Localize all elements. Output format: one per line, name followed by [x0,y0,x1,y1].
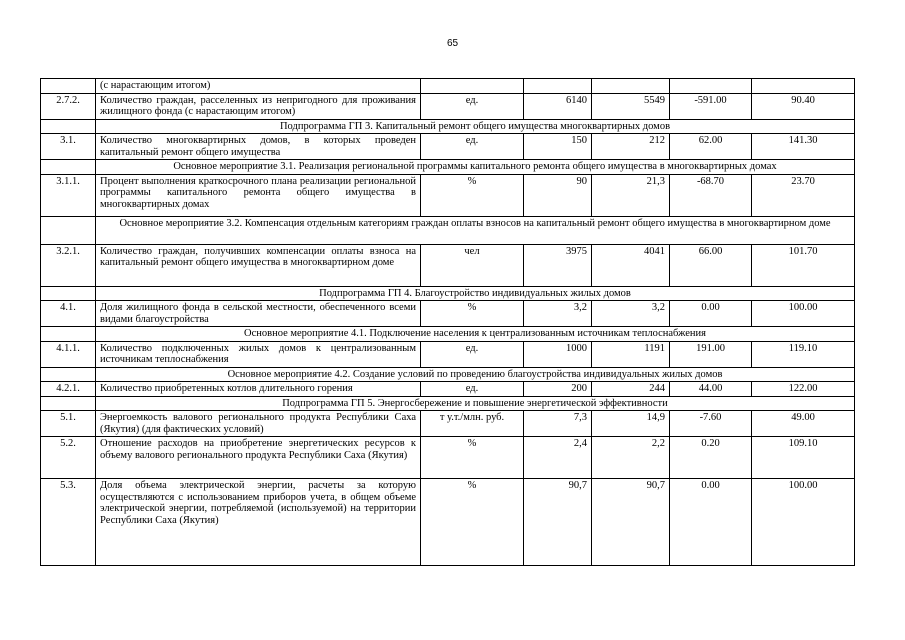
section-header-row [41,367,855,382]
plan-value: 150 [524,134,592,160]
indicator-name: Количество граждан, расселенных из непригодного для проживания жилищного фонда (с нарастающим итогом) [96,93,421,119]
empty-cell [41,119,96,134]
actual-value: 14,9 [592,411,670,437]
empty-cell [41,286,96,301]
plan-value: 90,7 [524,479,592,566]
unit-of-measure [421,79,524,94]
deviation-value: -7.60 [670,411,752,437]
plan-value [524,79,592,94]
plan-value: 1000 [524,341,592,367]
indicator-name: Количество подключенных жилых домов к централизованным источникам теплоснабжения [96,341,421,367]
unit-of-measure: % [421,174,524,216]
indicator-name: Количество граждан, получивших компенсации оплаты взноса на капитальный ремонт общего имущества в многоквартирном доме [96,244,421,286]
table-row [41,79,855,94]
indicator-number: 3.1.1. [41,174,96,216]
plan-value: 2,4 [524,437,592,479]
indicator-name: Доля жилищного фонда в сельской местности, обеспеченного всеми видами благоустройства [96,301,421,327]
indicator-name: Доля объема электрической энергии, расчеты за которую осуществляются с использованием приборов учета, в общем объеме электрической энергии, потребляемой (используемой) на территории Республики Саха (Якутия) [96,479,421,566]
deviation-value: -591.00 [670,93,752,119]
execution-percent: 90.40 [752,93,855,119]
unit-of-measure: ед. [421,134,524,160]
section-header-row [41,396,855,411]
deviation-value: 191.00 [670,341,752,367]
indicator-number: 3.1. [41,134,96,160]
page-number: 65 [446,38,459,49]
actual-value: 5549 [592,93,670,119]
section-title: Основное мероприятие 4.2. Создание условий по проведению благоустройства индивидуальных жилых домов [96,367,855,382]
section-header-row [41,327,855,342]
actual-value: 2,2 [592,437,670,479]
indicator-number: 4.1.1. [41,341,96,367]
indicator-number: 4.1. [41,301,96,327]
section-title: Основное мероприятие 4.1. Подключение населения к централизованным источникам теплоснабжения [96,327,855,342]
section-header-row [41,160,855,175]
section-title: Подпрограмма ГП 5. Энергосбережение и повышение энергетической эффективности [96,396,855,411]
unit-of-measure: ед. [421,341,524,367]
actual-value [592,79,670,94]
unit-of-measure: ед. [421,93,524,119]
plan-value: 3,2 [524,301,592,327]
indicators-table [40,78,855,566]
actual-value: 4041 [592,244,670,286]
actual-value: 3,2 [592,301,670,327]
execution-percent: 141.30 [752,134,855,160]
plan-value: 90 [524,174,592,216]
section-title: Основное мероприятие 3.1. Реализация региональной программы капитального ремонта общего имущества в многоквартирных домах [96,160,855,175]
actual-value: 1191 [592,341,670,367]
indicator-number: 5.3. [41,479,96,566]
indicator-name: Количество многоквартирных домов, в которых проведен капитальный ремонт общего имущества [96,134,421,160]
actual-value: 212 [592,134,670,160]
section-header-row [41,216,855,244]
section-header-row [41,286,855,301]
deviation-value: 66.00 [670,244,752,286]
section-header-row [41,119,855,134]
unit-of-measure: % [421,437,524,479]
indicator-number: 5.2. [41,437,96,479]
section-title: Подпрограмма ГП 3. Капитальный ремонт общего имущества многоквартирных домов [96,119,855,134]
section-title: Основное мероприятие 3.2. Компенсация отдельным категориям граждан оплаты взносов на капитальный ремонт общего имущества в многоквартирном доме [96,216,855,244]
deviation-value: 62.00 [670,134,752,160]
empty-cell [41,216,96,244]
indicator-number: 3.2.1. [41,244,96,286]
unit-of-measure: % [421,479,524,566]
indicator-number [41,79,96,94]
section-title: Подпрограмма ГП 4. Благоустройство индивидуальных жилых домов [96,286,855,301]
empty-cell [41,327,96,342]
unit-of-measure: чел [421,244,524,286]
table-row [41,341,855,367]
unit-of-measure: % [421,301,524,327]
execution-percent: 100.00 [752,301,855,327]
table-row [41,93,855,119]
empty-cell [41,396,96,411]
table-row [41,411,855,437]
actual-value: 21,3 [592,174,670,216]
deviation-value: 0.20 [670,437,752,479]
execution-percent [752,79,855,94]
indicator-number: 5.1. [41,411,96,437]
plan-value: 200 [524,382,592,397]
deviation-value: 44.00 [670,382,752,397]
indicator-name: Энергоемкость валового регионального продукта Республики Саха (Якутия) (для фактических условий) [96,411,421,437]
unit-of-measure: т у.т./млн. руб. [421,411,524,437]
unit-of-measure: ед. [421,382,524,397]
indicator-name: Отношение расходов на приобретение энергетических ресурсов к объему валового регионального продукта Республики Саха (Якутия) [96,437,421,479]
indicator-name: Количество приобретенных котлов длительного горения [96,382,421,397]
indicator-name: (с нарастающим итогом) [96,79,421,94]
table-row [41,382,855,397]
execution-percent: 109.10 [752,437,855,479]
execution-percent: 119.10 [752,341,855,367]
deviation-value: 0.00 [670,479,752,566]
execution-percent: 122.00 [752,382,855,397]
execution-percent: 100.00 [752,479,855,566]
plan-value: 6140 [524,93,592,119]
table-row [41,479,855,566]
table-row [41,244,855,286]
deviation-value: 0.00 [670,301,752,327]
table-row [41,301,855,327]
actual-value: 244 [592,382,670,397]
execution-percent: 101.70 [752,244,855,286]
execution-percent: 23.70 [752,174,855,216]
execution-percent: 49.00 [752,411,855,437]
table-row [41,437,855,479]
indicator-number: 2.7.2. [41,93,96,119]
actual-value: 90,7 [592,479,670,566]
deviation-value [670,79,752,94]
table-row [41,134,855,160]
plan-value: 7,3 [524,411,592,437]
indicator-name: Процент выполнения краткосрочного плана реализации региональной программы капитального ремонта общего имущества в многоквартирных домах [96,174,421,216]
empty-cell [41,367,96,382]
plan-value: 3975 [524,244,592,286]
deviation-value: -68.70 [670,174,752,216]
empty-cell [41,160,96,175]
indicator-number: 4.2.1. [41,382,96,397]
table-row [41,174,855,216]
